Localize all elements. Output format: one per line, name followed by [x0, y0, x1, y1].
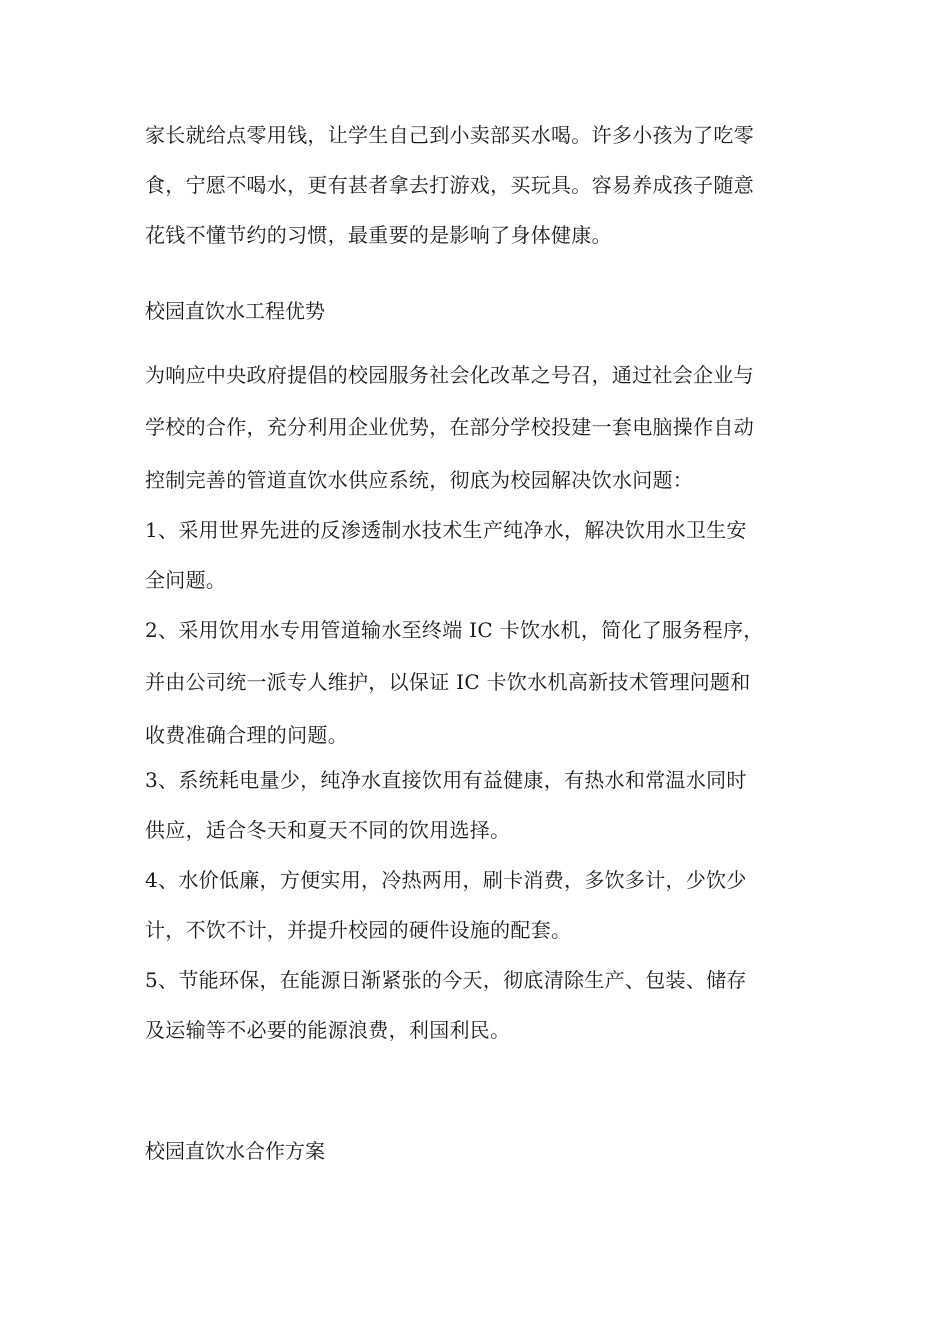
item-3-line-2: 供应，适合冬天和夏天不同的饮用选择。 — [145, 818, 511, 842]
heading-cooperation: 校园直饮水合作方案 — [145, 1139, 325, 1163]
list-item-2 — [145, 605, 810, 760]
item-5-line-1: 5、节能环保，在能源日渐紧张的今天，彻底清除生产、包装、储存 — [145, 968, 747, 992]
item-1-line-2: 全问题。 — [145, 568, 227, 592]
intro-line-2: 食，宁愿不喝水，更有甚者拿去打游戏，买玩具。容易养成孩子随意 — [145, 173, 754, 197]
response-paragraph — [145, 350, 810, 505]
response-line-3: 控制完善的管道直饮水供应系统，彻底为校园解决饮水问题： — [145, 468, 694, 492]
item-4-line-1: 4、水价低廉，方便实用，冷热两用，刷卡消费，多饮多计，少饮少 — [145, 868, 747, 892]
item-4-line-2: 计，不饮不计，并提升校园的硬件设施的配套。 — [145, 918, 572, 942]
item-5-line-2: 及运输等不必要的能源浪费，利国利民。 — [145, 1018, 511, 1042]
intro-line-3: 花钱不懂节约的习惯，最重要的是影响了身体健康。 — [145, 223, 612, 247]
intro-paragraph — [145, 110, 810, 260]
list-item-3 — [145, 755, 810, 855]
intro-line-1: 家长就给点零用钱，让学生自己到小卖部买水喝。许多小孩为了吃零 — [145, 123, 754, 147]
response-line-2: 学校的合作，充分利用企业优势，在部分学校投建一套电脑操作自动 — [145, 415, 754, 439]
list-item-5 — [145, 955, 810, 1055]
item-1-line-1: 1、采用世界先进的反渗透制水技术生产纯净水，解决饮用水卫生安 — [145, 518, 747, 542]
item-2-line-2: 并由公司统一派专人维护，以保证 IC 卡饮水机高新技术管理问题和 — [145, 670, 751, 694]
item-3-line-1: 3、系统耗电量少，纯净水直接饮用有益健康，有热水和常温水同时 — [145, 768, 747, 792]
heading-advantages: 校园直饮水工程优势 — [145, 299, 325, 323]
response-line-1: 为响应中央政府提倡的校园服务社会化改革之号召，通过社会企业与 — [145, 363, 754, 387]
item-2-line-3: 收费准确合理的问题。 — [145, 723, 348, 747]
list-item-4 — [145, 855, 810, 955]
list-item-1 — [145, 505, 810, 605]
item-2-line-1: 2、采用饮用水专用管道输水至终端 IC 卡饮水机，简化了服务程序， — [145, 618, 764, 642]
